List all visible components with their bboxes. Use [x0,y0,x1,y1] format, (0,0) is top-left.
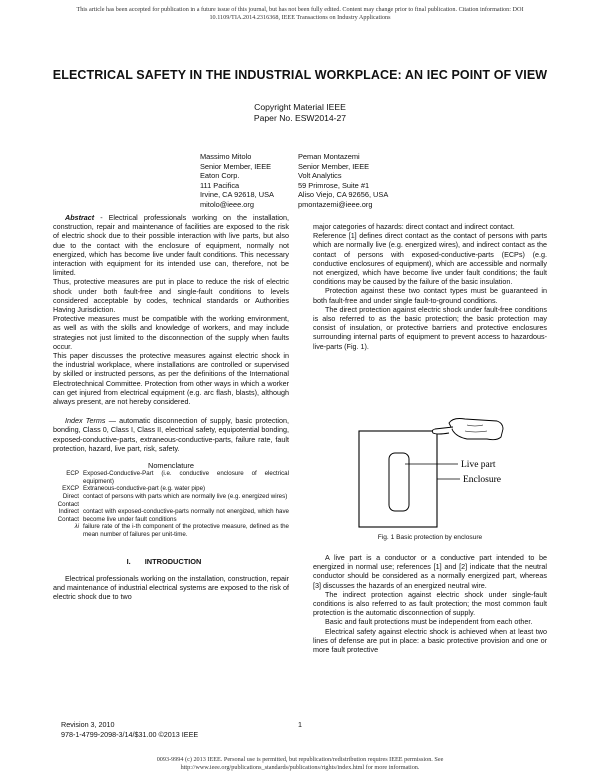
author-2 [298,152,388,210]
abstract-paragraph [53,213,289,277]
copyright-notice-line-2: http://www.ieee.org/publications_standards/publications/rights/index.html for more information. [180,764,420,771]
author-role: Senior Member, IEEE [298,161,370,171]
body-paragraph: Electrical safety against electric shock is achieved when at least two lines of defense are put in place: a basic protective provision and one or more fault protective [313,626,547,655]
nomenclature-row [53,523,289,538]
page-number: 1 [298,720,302,729]
author-address: 111 Pacifica [200,180,240,190]
section-title: INTRODUCTION [144,556,202,566]
abstract-paragraph-4: This paper discusses the protective measures against electric shock in the industrial workplace, where installations are controlled or supervised by skilled or instructed persons, as per the definitions of the International Electrotechnical Committee. Protection from other ways in which a worker can get injured from electrical equipment (e.g. arc flash, blasts), although always present, are not hereby considered. [53,351,289,407]
author-name: Massimo Mitolo [200,152,252,161]
notice-line-2: 10.1109/TIA.2014.2316368, IEEE Transactions on Industry Applications [209,14,391,21]
nomenclature-def: Extraneous-conductive-part (e.g. water pipe) [83,485,206,493]
copyright-notice [20,756,580,772]
copyright-line: Copyright Material IEEE [254,102,346,112]
live-part-label: Live part [461,460,496,470]
abstract-text: - Electrical professionals working on the installation, construction, repair and maintenance of facilities are exposed to the risk of electric shock due to their possible interaction with live parts, but also due to the contact with the enclosure of equipment, normally not energized, which has become live under fault conditions. This necessary interaction with equipment for its intended use can, therefore, not be limited. [53,213,289,278]
nomenclature-row [53,493,289,508]
author-1 [200,152,274,210]
index-terms-text: — automatic disconnection of supply, basic protection, bonding, Class 0, Class I, Class II, electrical safety, equipotential bonding, exposed-conductive-parts, extraneous-conductive-parts, failure rate, fault protection, hazard, live part, risk, safety. [53,416,289,453]
copyright-notice-line-1: 0093-9994 (c) 2013 IEEE. Personal use is permitted, but republication/redistribution requires IEEE permission. See [156,756,444,763]
nomenclature-abbr: ECP [66,470,79,478]
nomenclature-row [53,485,289,493]
live-part-shape [389,453,409,511]
author-address: 59 Primrose, Suite #1 [298,180,370,190]
abstract-paragraph-3: Protective measures must be compatible with the working environment, as well as with the skills and knowledge of workers, and may include strategies not just limited to the disconnection of the supply when faults occur. [53,314,289,351]
nomenclature-def: contact of persons with parts which are normally live (e.g. energized wires) [83,493,288,501]
figure-1 [357,415,507,530]
nomenclature-abbr: Indirect Contact [57,508,79,523]
right-column-upper [313,222,547,351]
notice-line-1: This article has been accepted for publication in a future issue of this journal, but has not been fully edited. Content may change prior to final publication. Citation information: DOI [76,6,524,13]
right-column-lower [313,553,547,654]
figure-caption: Fig. 1 Basic protection by enclosure [377,534,483,541]
abstract-paragraph-2: Thus, protective measures are put in place to reduce the risk of electric shock under both fault-free and single-fault conditions to levels considered acceptable by codes, technical standards or Authorities Having Jurisdiction. [53,277,289,315]
nomenclature-abbr: EXCP [62,485,79,493]
author-email: mitolo@ieee.org [200,199,254,209]
left-column [53,213,289,601]
body-paragraph: The direct protection against electric shock under fault-free conditions is also referred to as the basic protection; the basic protection may consist of insulation, or protective barriers and protective enclosures surrounding internal parts of equipment to prevent access to hazardous-live-parts (Fig. 1). [313,304,547,351]
index-terms [53,416,289,453]
author-city: Irvine, CA 92618, USA [200,190,274,200]
author-org: Eaton Corp. [200,171,240,181]
nomenclature-row [53,508,289,523]
revision-line: Revision 3, 2010 [61,720,115,729]
nomenclature [53,461,289,539]
author-email: pmontazemi@ieee.org [298,199,373,209]
section-heading [53,557,289,566]
author-role: Senior Member, IEEE [200,161,272,171]
nomenclature-title: Nomenclature [147,461,194,471]
nomenclature-def: failure rate of the i-th component of the protective measure, defined as the mean number of failures per unit-time. [83,523,289,539]
index-terms-label: Index Terms [65,416,106,426]
body-paragraph: major categories of hazards: direct contact and indirect contact. [313,222,515,231]
author-city: Aliso Viejo, CA 92656, USA [298,190,389,200]
enclosure-outline [359,431,437,527]
intro-paragraph: Electrical professionals working on the installation, construction, repair and maintenance of industrial electrical systems are exposed to the risk of electric shock due to two [53,573,289,602]
nomenclature-def: Exposed-Conductive-Part (i.e. conductive enclosure of electrical equipment) [83,470,289,485]
hand-icon [432,419,503,440]
nomenclature-abbr: λi [74,523,79,531]
body-paragraph: The indirect protection against electric shock under single-fault conditions is also referred to as fault protection; the most common fault protection is the automatic disconnection of supply. [313,589,547,618]
body-paragraph: Protection against these two contact types must be guaranteed in both fault-free and under single fault-to-ground conditions. [313,286,547,305]
body-paragraph: Reference [1] defines direct contact as the contact of persons with parts which are normally live (e.g. energized wires), and indirect contact as the contact of persons with exposed-conductive-parts (ECPs) (e.g. conductive enclosures of equipment), which are accessible and normally not energized, which have become live under fault conditions; the fault conditions may be caused by the failure of the basic insulation. [313,231,547,287]
isbn-line: 978-1-4799-2098-3/14/$31.00 ©2013 IEEE [61,730,199,739]
body-paragraph: A live part is a conductor or a conductive part intended to be energized in normal use; references [1] and [2] indicate that the neutral conductor should be considered as a normally energized part, whereas [3] discusses the hazards of an energized neutral wire. [313,553,547,590]
nomenclature-row [53,470,289,485]
body-paragraph: Basic and fault protections must be independent from each other. [325,617,533,627]
author-name: Peman Montazemi [298,152,360,161]
paper-number: Paper No. ESW2014-27 [253,113,347,123]
section-number: I. [126,556,131,566]
enclosure-label: Enclosure [463,475,501,485]
publication-notice [20,6,580,22]
author-org: Volt Analytics [298,171,342,181]
nomenclature-abbr: Direct Contact [57,493,79,508]
abstract-label: Abstract [65,213,95,222]
nomenclature-def: contact with exposed-conductive-parts normally not energized, which have become live under fault conditions [83,508,289,523]
paper-title: ELECTRICAL SAFETY IN THE INDUSTRIAL WORKPLACE: AN IEC POINT OF VIEW [52,68,548,82]
